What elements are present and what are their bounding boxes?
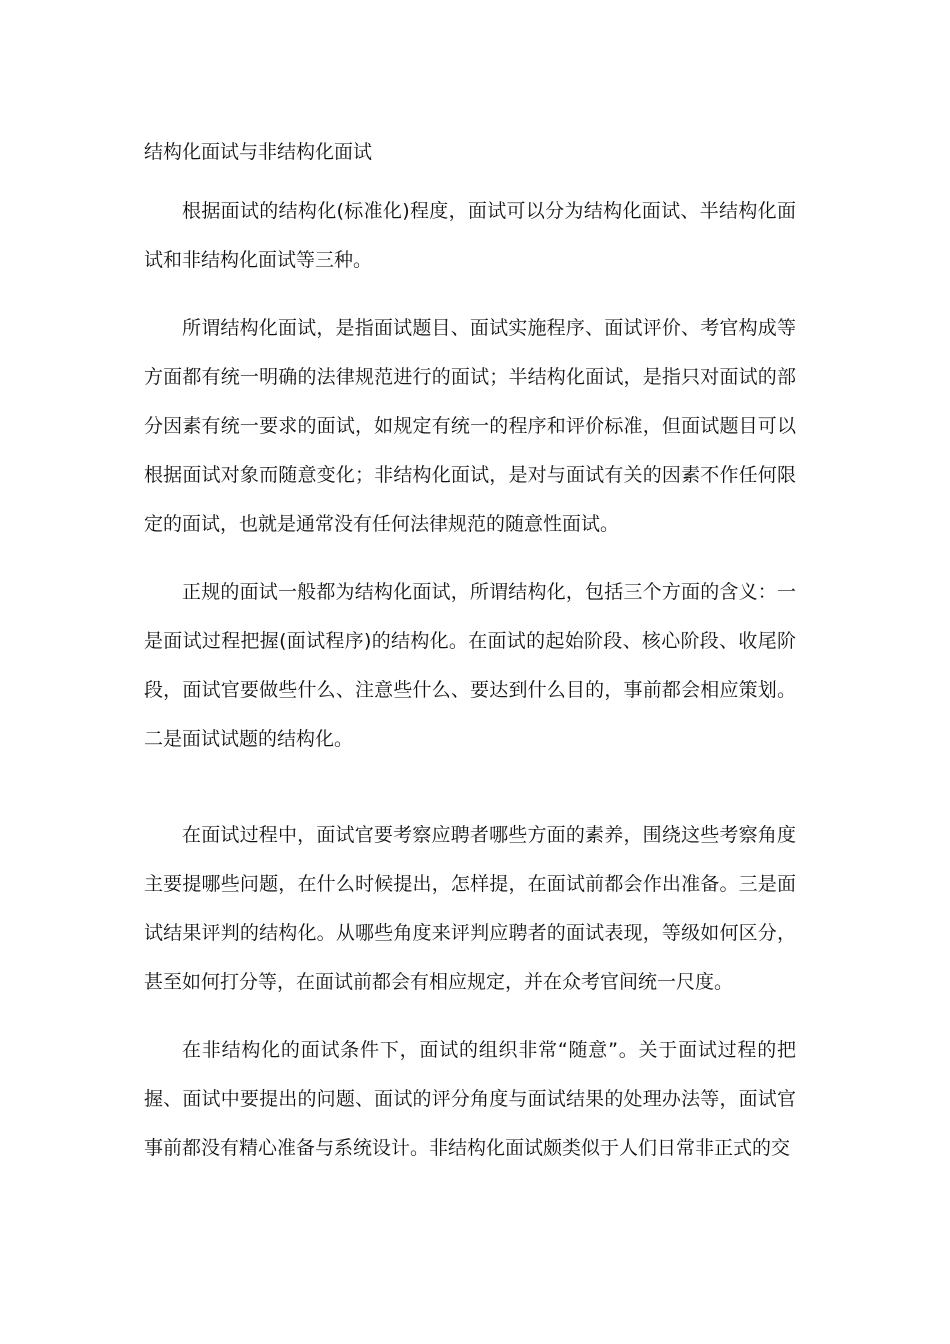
paragraph-classification: 根据面试的结构化(标准化)程度，面试可以分为结构化面试、半结构化面试和非结构化面试等三种。 <box>144 200 796 271</box>
document-title: 结构化面试与非结构化面试 <box>144 141 373 163</box>
paragraph-definitions: 所谓结构化面试，是指面试题目、面试实施程序、面试评价、考官构成等方面都有统一明确的法律规范进行的面试；半结构化面试，是指只对面试的部分因素有统一要求的面试，如规定有统一的程序和评价标准，但面试题目可以根据面试对象而随意变化；非结构化面试，是对与面试有关的因素不作任何限定的面试，也就是通常没有任何法律规范的随意性面试。 <box>144 317 796 535</box>
document-body <box>144 128 796 1192</box>
paragraph-question-and-scoring: 在面试过程中，面试官要考察应聘者哪些方面的素养，围绕这些考察角度主要提哪些问题，在什么时候提出，怎样提，在面试前都会作出准备。三是面试结果评判的结构化。从哪些角度来评判应聘者的面试表现，等级如何区分，甚至如何打分等，在面试前都会有相应规定，并在众考官间统一尺度。 <box>144 824 796 993</box>
paragraph-structured-meaning: 正规的面试一般都为结构化面试，所谓结构化，包括三个方面的含义：一是面试过程把握(面试程序)的结构化。在面试的起始阶段、核心阶段、收尾阶段，面试官要做些什么、注意些什么、要达到什么目的，事前都会相应策划。二是面试试题的结构化。 <box>144 581 796 750</box>
paragraph-unstructured: 在非结构化的面试条件下，面试的组织非常“随意”。关于面试过程的把握、面试中要提出的问题、面试的评分角度与面试结果的处理办法等，面试官事前都没有精心准备与系统设计。非结构化面试颇类似于人们日常非正式的交 <box>144 1039 796 1159</box>
